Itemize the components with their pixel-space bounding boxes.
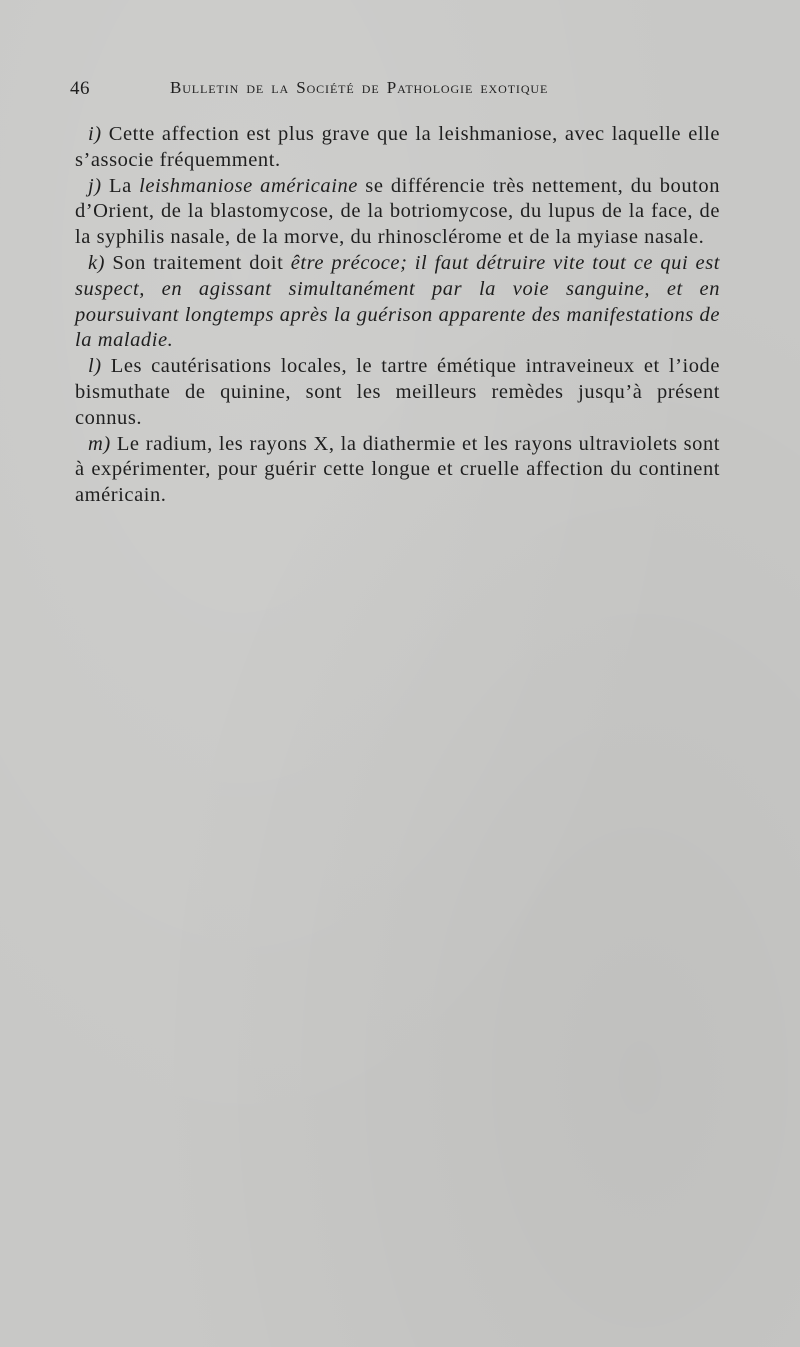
item-marker: i) (88, 123, 102, 145)
italic-term: leishmaniose américaine (139, 174, 358, 197)
paragraph-j (75, 174, 720, 251)
item-marker: j) (88, 174, 102, 197)
paragraph-text: Son traitement doit (105, 251, 291, 274)
paragraph-text: Les cautérisations locales, le tartre émétique intraveineux et l’iode bismuthate de quinine, sont les meilleurs remèdes jusqu’à présent connus. (75, 355, 720, 429)
item-marker: k) (88, 251, 106, 274)
running-head (70, 78, 720, 102)
paragraph-text: se différencie très nettement, du bouton d’Orient, de la blastomycose, de la botriomycose, du lupus de la face, de la syphilis nasale, de la morve, du rhinosclérome et de la myiase nasale. (75, 174, 720, 249)
journal-title: Bulletin de la Société de Pathologie exotique (170, 78, 549, 97)
paragraph-m (75, 432, 720, 509)
italic-passage: être précoce; il faut détruire vite tout ce qui est suspect, en agissant simultanément par la voie sanguine, et en poursuivant longtemps après la guérison apparente des manifestations de la maladie. (75, 251, 720, 352)
item-marker: l) (88, 355, 102, 378)
paragraph-l (75, 354, 720, 431)
paragraph-i (75, 122, 720, 174)
paragraph-text: La (101, 174, 140, 197)
item-marker: m) (88, 432, 111, 455)
paragraph-k (75, 251, 720, 354)
paragraph-text: Cette affection est plus grave que la leishmaniose, avec laquelle elle s’associe fréquemment. (75, 123, 720, 171)
body-text (75, 122, 720, 509)
page-number: 46 (70, 78, 90, 99)
paragraph-text: Le radium, les rayons X, la diathermie et les rayons ultraviolets sont à expérimenter, pour guérir cette longue et cruelle affection du continent américain. (75, 432, 720, 507)
